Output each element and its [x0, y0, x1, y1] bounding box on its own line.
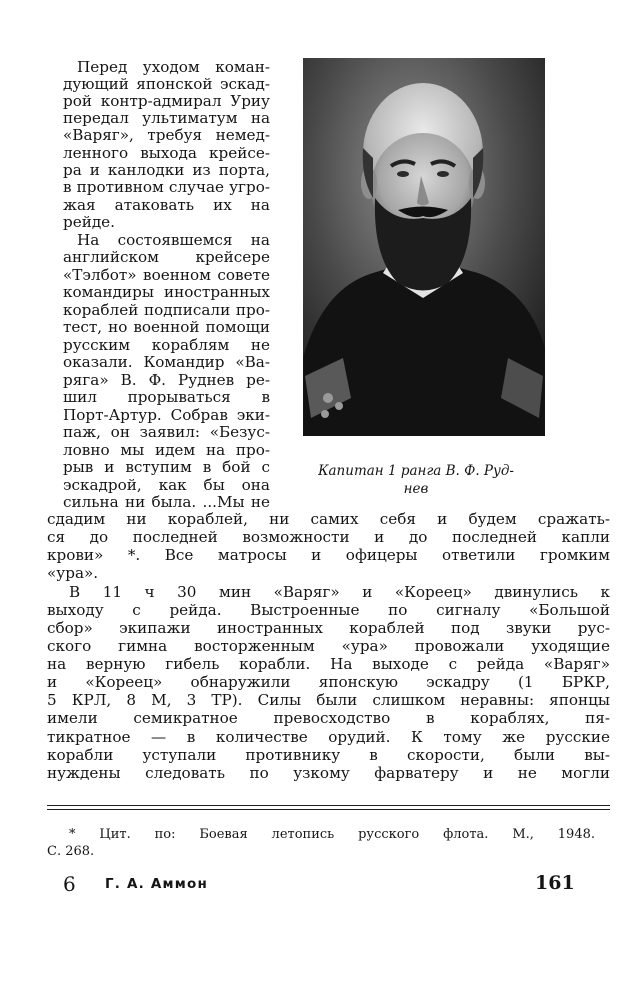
footnote-rule	[47, 805, 610, 806]
signature-author: Г. А. Аммон	[105, 876, 209, 892]
text-line: рой контр-адмирал Уриу	[63, 92, 270, 110]
text-line: ского гимна восторженным «ура» провожали уходящие	[47, 637, 610, 655]
text-line: на верную гибель корабли. На выходе с рейда «Варяг»	[47, 655, 610, 673]
text-line: командиры иностранных	[63, 283, 270, 301]
text-line: сбор» экипажи иностранных кораблей под звуки рус-	[47, 619, 610, 637]
footnote-line: * Цит. по: Боевая летопись русского флота. М., 1948.	[69, 827, 595, 842]
text-line: ся до последней возможности и до последней капли	[47, 528, 610, 546]
footnote-line: С. 268.	[47, 844, 95, 859]
text-line: «Тэлбот» военном совете	[63, 266, 270, 284]
text-line: имели семикратное превосходство в кораблях, пя-	[47, 709, 610, 727]
page-number: 161	[535, 872, 575, 894]
text-line: в противном случае угро-	[63, 178, 270, 196]
text-line: ловно мы идем на про-	[63, 441, 270, 459]
text-line: Перед уходом коман-	[77, 58, 270, 76]
text-line: тест, но военной помощи	[63, 318, 270, 336]
text-line: ряга» В. Ф. Руднев ре-	[63, 371, 270, 389]
footnote-rule	[47, 809, 610, 810]
text-line: выходу с рейда. Выстроенные по сигналу «Большой	[47, 601, 610, 619]
text-line: шил прорываться в	[63, 388, 270, 406]
text-line: «Варяг», требуя немед-	[63, 126, 270, 144]
text-line: рейде.	[63, 213, 115, 231]
text-line: русским кораблям не	[63, 336, 270, 354]
text-line: В 11 ч 30 мин «Варяг» и «Кореец» двинулись к	[69, 583, 610, 601]
text-line: ра и канлодки из порта,	[63, 161, 270, 179]
text-line: эскадрой, как бы она	[63, 476, 270, 494]
text-line: дующий японской эскад-	[63, 75, 270, 93]
text-line: корабли уступали противнику в скорости, были вы-	[47, 746, 610, 764]
text-line: оказали. Командир «Ва-	[63, 353, 270, 371]
text-line: На состоявшемся на	[77, 231, 270, 249]
portrait-photo	[303, 58, 545, 436]
text-line: рыв и вступим в бой с	[63, 458, 270, 476]
text-line: жая атаковать их на	[63, 196, 270, 214]
photo-caption	[285, 462, 547, 498]
caption-line: нев	[403, 481, 429, 497]
text-line: крови» *. Все матросы и офицеры ответили громким	[47, 546, 610, 564]
text-line: и «Кореец» обнаружили японскую эскадру (1 БРКР,	[47, 673, 610, 691]
footnote	[47, 826, 595, 860]
text-line: нуждены следовать по узкому фарватеру и не могли	[47, 764, 610, 782]
text-line: тикратное — в количестве орудий. К тому же русские	[47, 728, 610, 746]
text-line: английском крейсере	[63, 248, 270, 266]
text-line: «ура».	[47, 564, 99, 582]
text-line: кораблей подписали про-	[63, 301, 270, 319]
signature-number: 6	[63, 872, 76, 896]
text-line: сдадим ни кораблей, ни самих себя и будем сражать-	[47, 510, 610, 528]
text-line: сильна ни была. ...Мы не	[63, 493, 270, 511]
text-line: ленного выхода крейсе-	[63, 144, 270, 162]
text-line: передал ультиматум на	[63, 109, 270, 127]
portrait-illustration	[303, 58, 545, 436]
text-line: Порт-Артур. Собрав эки-	[63, 406, 270, 424]
text-line: 5 КРЛ, 8 М, 3 ТР). Силы были слишком неравны: японцы	[47, 691, 610, 709]
text-line: паж, он заявил: «Безус-	[63, 423, 270, 441]
caption-line: Капитан 1 ранга В. Ф. Руд-	[318, 463, 514, 479]
